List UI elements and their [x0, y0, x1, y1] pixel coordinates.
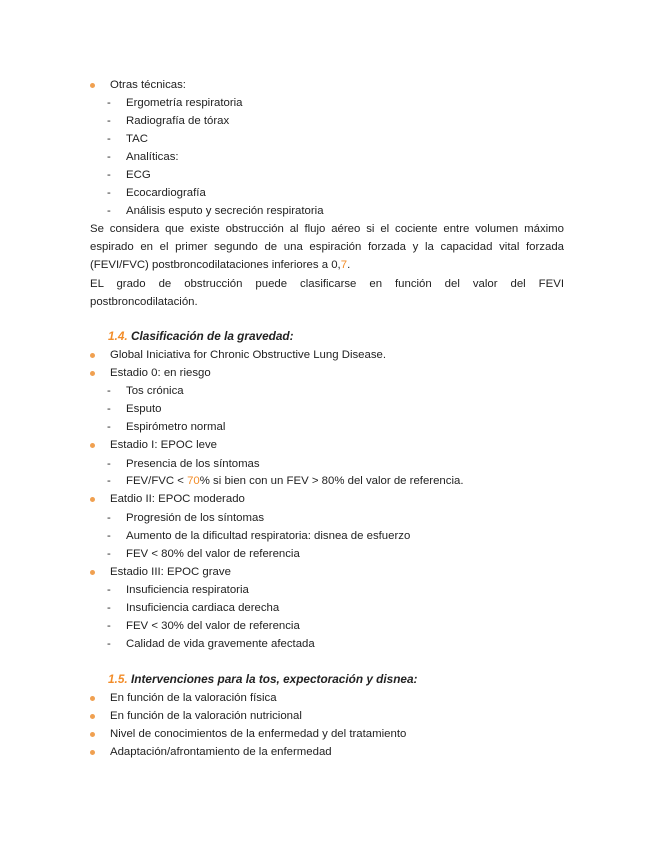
- list-item: Adaptación/afrontamiento de la enfermedad: [110, 746, 332, 758]
- paragraph-line: Se considera que existe obstrucción al flujo aéreo si el cociente entre volumen máximo: [90, 223, 564, 235]
- bullet-icon: [90, 570, 95, 575]
- list-item: Global Iniciativa for Chronic Obstructive Lung Disease.: [110, 349, 387, 361]
- bullet-icon: [90, 732, 95, 737]
- stage-label: Estadio I: EPOC leve: [110, 439, 217, 451]
- section-number: 1.4.: [108, 329, 128, 343]
- section-heading: [108, 329, 294, 343]
- list-item: Insuficiencia respiratoria: [126, 584, 249, 596]
- dash-icon: -: [107, 620, 111, 632]
- bullet-icon: [90, 353, 95, 358]
- stage-label: Eatdio II: EPOC moderado: [110, 493, 245, 505]
- dash-icon: -: [107, 133, 111, 145]
- list-item: FEV < 80% del valor de referencia: [126, 548, 300, 560]
- dash-icon: -: [107, 548, 111, 560]
- list-item-text: FEV/FVC <: [126, 475, 188, 487]
- list-item: TAC: [126, 133, 148, 145]
- list-item: Nivel de conocimientos de la enfermedad y del tratamiento: [110, 728, 407, 740]
- paragraph-grado: [90, 275, 564, 311]
- bullet-icon: [90, 696, 95, 701]
- paragraph-line: espirado en el primer segundo de una espiración forzada y la capacidad vital forzada: [90, 241, 564, 254]
- list-item: ECG: [126, 169, 151, 181]
- list-item: Radiografía de tórax: [126, 115, 230, 127]
- dash-icon: -: [107, 638, 111, 650]
- list-item: Analíticas:: [126, 151, 179, 163]
- bullet-icon: [90, 750, 95, 755]
- list-item: En función de la valoración física: [110, 692, 277, 704]
- dash-icon: -: [107, 151, 111, 163]
- dash-icon: -: [107, 512, 111, 524]
- dash-icon: -: [107, 421, 111, 433]
- list-item: Insuficiencia cardiaca derecha: [126, 602, 280, 614]
- dash-icon: -: [107, 458, 111, 470]
- list-item: Ergometría respiratoria: [126, 97, 243, 109]
- otras-tecnicas-label: Otras técnicas:: [110, 79, 186, 91]
- list-item: [126, 474, 463, 488]
- dash-icon: -: [107, 385, 111, 397]
- dash-icon: -: [107, 530, 111, 542]
- list-item: Presencia de los síntomas: [126, 458, 260, 470]
- highlight-value: 70: [187, 475, 200, 487]
- bullet-icon: [90, 714, 95, 719]
- bullet-icon: [90, 443, 95, 448]
- dash-icon: -: [107, 169, 111, 181]
- dash-icon: -: [107, 115, 111, 127]
- dash-icon: -: [107, 187, 111, 199]
- dash-icon: -: [107, 584, 111, 596]
- highlight-value: 7: [340, 259, 348, 272]
- list-item: Tos crónica: [126, 385, 184, 397]
- dash-icon: -: [107, 602, 111, 614]
- bullet-icon: [90, 83, 95, 88]
- paragraph-obstruccion: [90, 220, 564, 275]
- list-item: Análisis esputo y secreción respiratoria: [126, 205, 324, 217]
- section-title: Intervenciones para la tos, expectoración y disnea:: [130, 672, 418, 686]
- bullet-icon: [90, 497, 95, 502]
- list-item: Esputo: [126, 403, 162, 415]
- dash-icon: -: [107, 97, 111, 109]
- list-item: Espirómetro normal: [126, 421, 226, 433]
- stage-label: Estadio 0: en riesgo: [110, 367, 211, 379]
- paragraph-text: (FEVI/FVC) postbroncodilataciones inferiores a 0,: [90, 259, 341, 272]
- list-item: Progresión de los síntomas: [126, 512, 265, 524]
- stage-label: Estadio III: EPOC grave: [110, 566, 231, 578]
- paragraph-line: postbroncodilatación.: [90, 296, 198, 309]
- bullet-icon: [90, 371, 95, 376]
- dash-icon: -: [107, 205, 111, 217]
- section-heading: [108, 672, 417, 686]
- list-item: Ecocardiografía: [126, 187, 206, 199]
- list-item: Calidad de vida gravemente afectada: [126, 638, 315, 650]
- section-number: 1.5.: [108, 672, 128, 686]
- list-item: En función de la valoración nutricional: [110, 710, 302, 722]
- dash-icon: -: [107, 475, 111, 487]
- dash-icon: -: [107, 403, 111, 415]
- paragraph-line: EL grado de obstrucción puede clasificarse en función del valor del FEVI: [90, 278, 564, 290]
- list-item-text: % si bien con un FEV > 80% del valor de referencia.: [199, 475, 464, 487]
- paragraph-line: [90, 256, 564, 274]
- paragraph-text: .: [347, 259, 351, 272]
- section-title: Clasificación de la gravedad:: [130, 329, 294, 343]
- list-item: FEV < 30% del valor de referencia: [126, 620, 300, 632]
- list-item: Aumento de la dificultad respiratoria: disnea de esfuerzo: [126, 530, 411, 542]
